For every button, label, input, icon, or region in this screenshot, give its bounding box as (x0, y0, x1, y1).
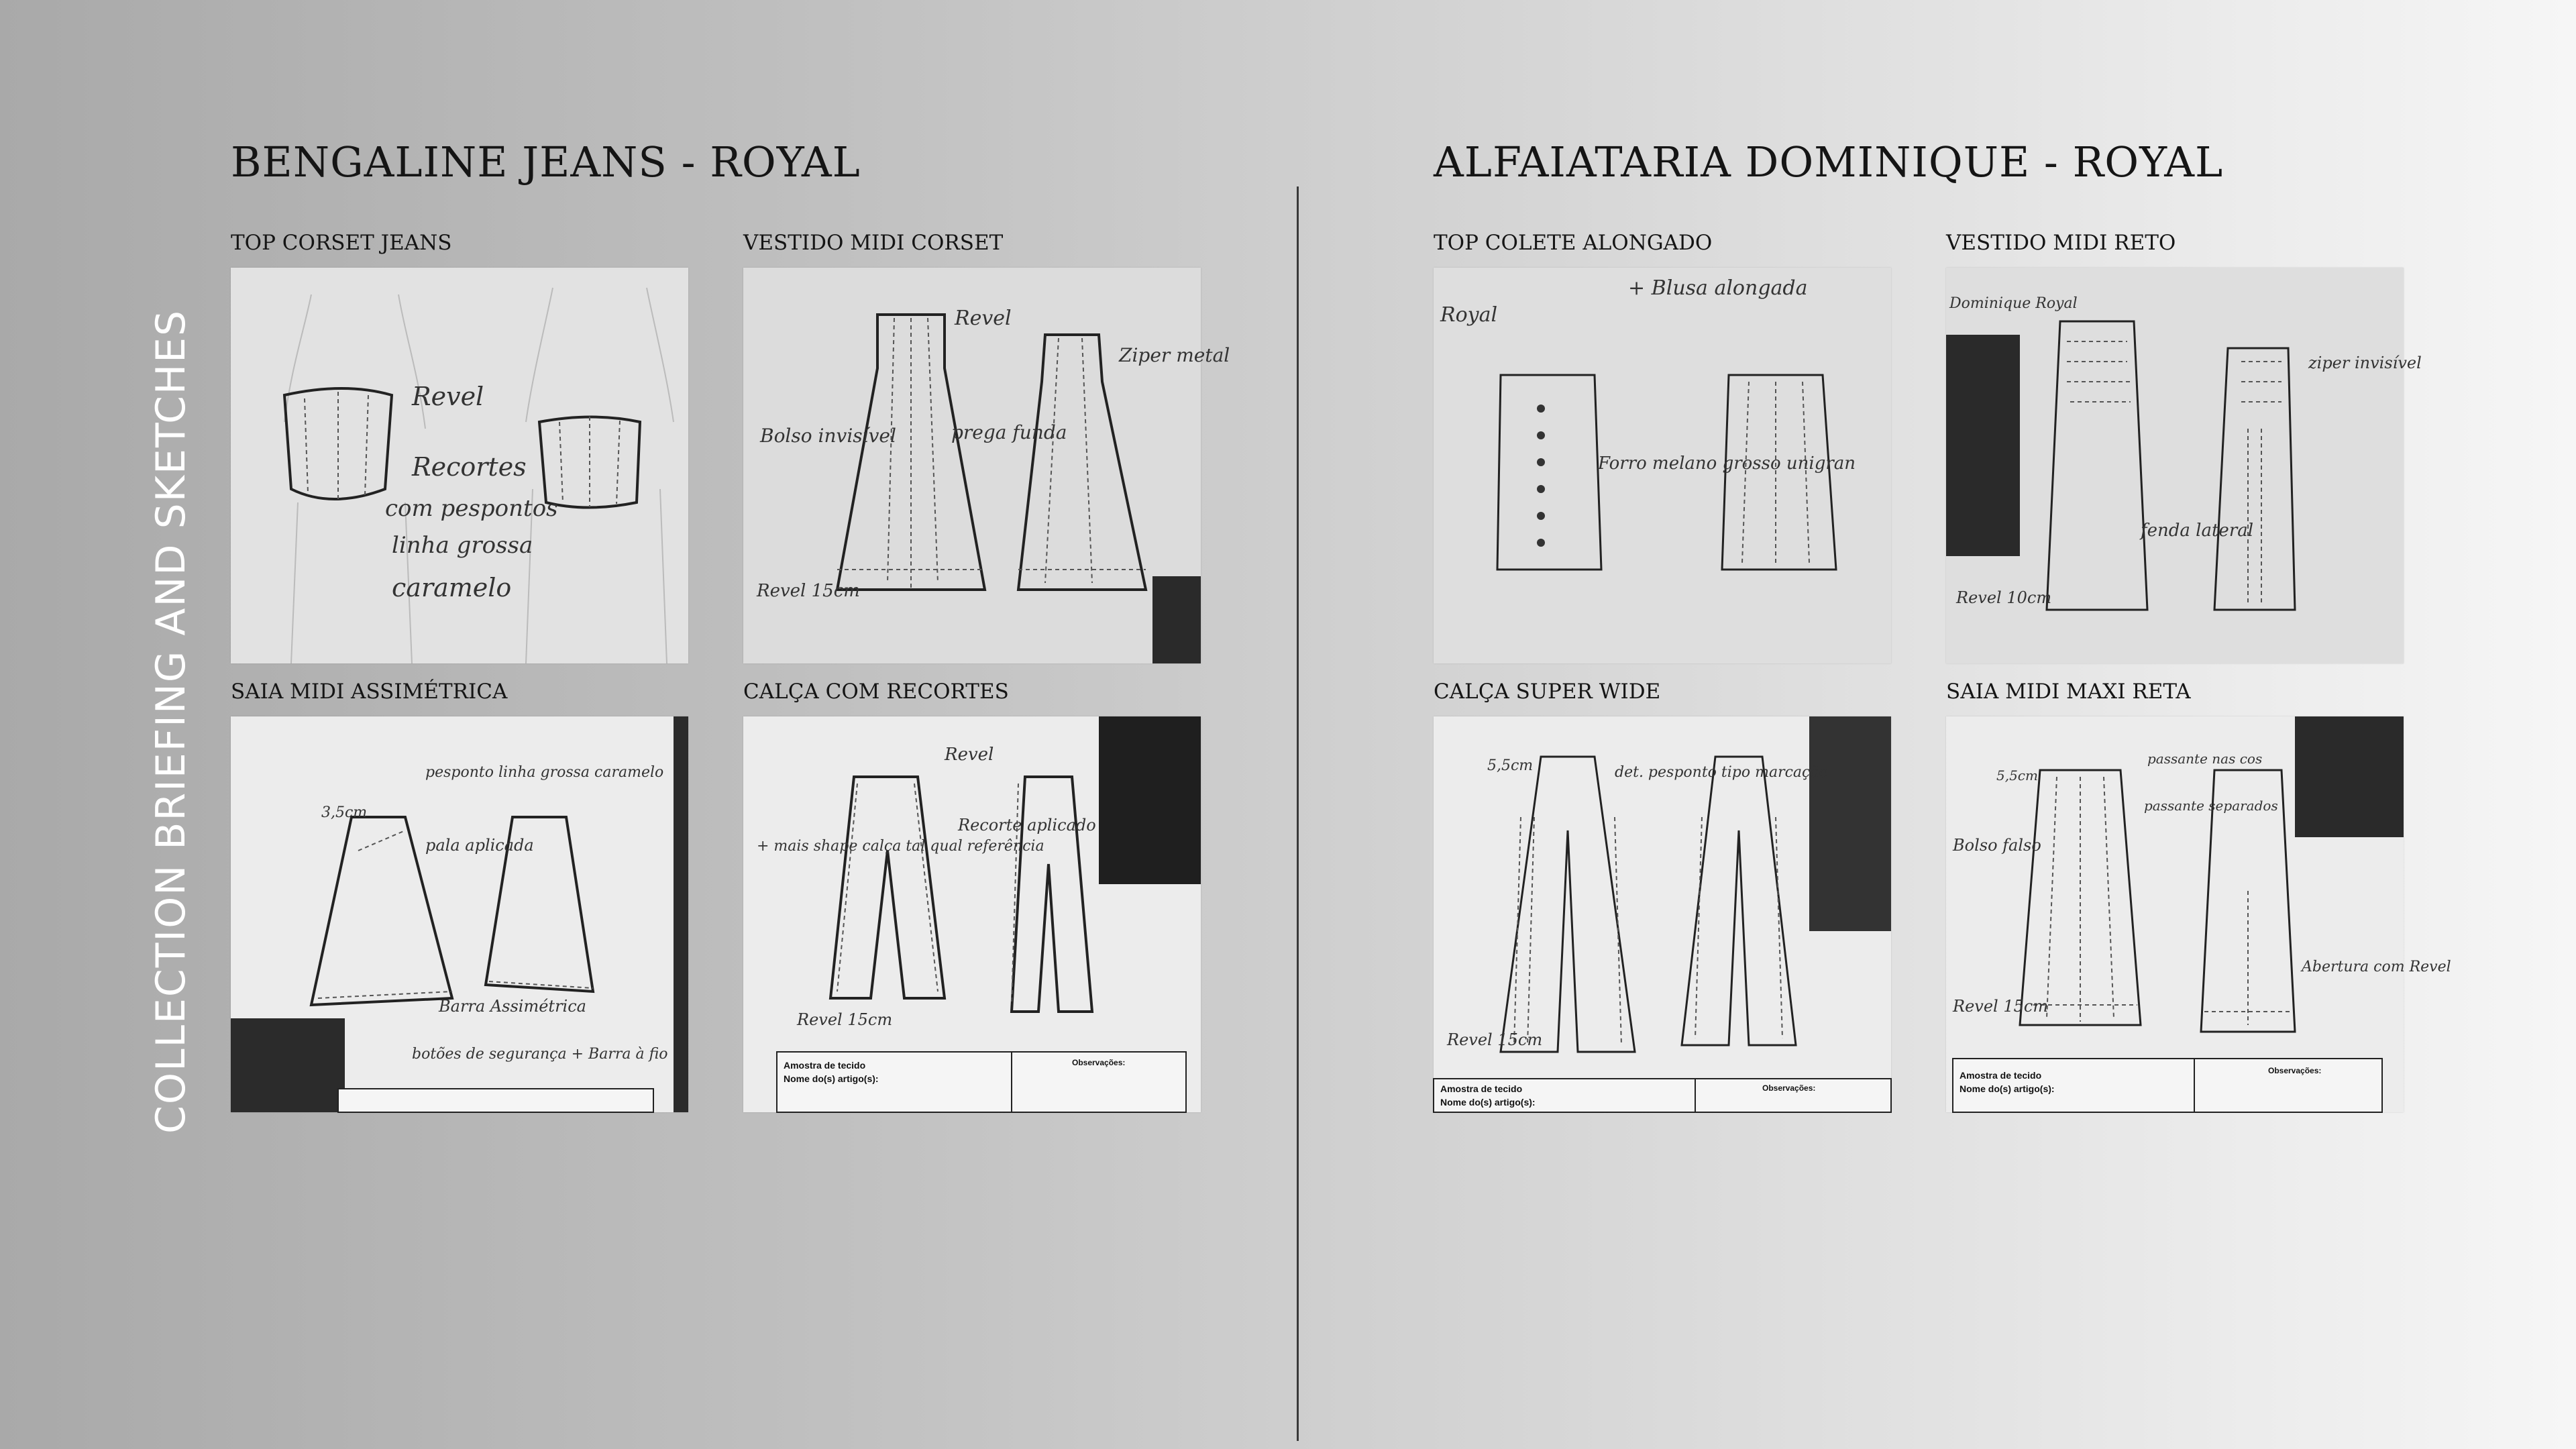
note-4: botões de segurança + Barra à fio (412, 1046, 668, 1063)
sketch-image (1946, 268, 2422, 663)
note-1: Recortes (412, 452, 527, 482)
note-2: Recorte aplicado (958, 816, 1096, 835)
section-divider (1297, 186, 1299, 1441)
sketch-image (743, 268, 1230, 663)
form-obs: Observações: (2268, 1066, 2322, 1075)
note-3: Revel 15cm (797, 1010, 893, 1029)
form-line1: Amostra de tecido (784, 1060, 866, 1071)
form-line2: Nome do(s) artigo(s): (784, 1073, 879, 1084)
form-obs: Observações: (1762, 1083, 1816, 1093)
note-3: linha grossa (392, 532, 533, 559)
note-1: 3,5cm (321, 804, 368, 821)
note-3: Barra Assimétrica (439, 997, 586, 1016)
note-0: Revel (945, 745, 994, 765)
note-4: Abertura com Revel (2302, 959, 2451, 975)
card-label: TOP CORSET JEANS (231, 231, 452, 255)
note-2: Revel 15cm (1447, 1030, 1543, 1049)
note-0: pesponto linha grossa caramelo (425, 764, 664, 781)
note-4: caramelo (392, 573, 512, 602)
note-2: prega funda (951, 421, 1067, 443)
form-line2: Nome do(s) artigo(s): (1960, 1083, 2055, 1094)
form-line1: Amostra de tecido (1440, 1083, 1523, 1094)
sketch-image (1434, 268, 1891, 663)
card-label: SAIA MIDI ASSIMÉTRICA (231, 680, 508, 704)
note-0: Dominique Royal (1949, 295, 2078, 312)
note-3: Revel 10cm (1956, 588, 2052, 607)
note-0: Revel (412, 382, 484, 411)
card-label: CALÇA SUPER WIDE (1434, 680, 1661, 704)
card-label: SAIA MIDI MAXI RETA (1946, 680, 2191, 704)
form-line1: Amostra de tecido (1960, 1070, 2042, 1081)
sketch-image (1946, 716, 2451, 1112)
sketch-image (231, 716, 688, 1112)
note-1: det. pesponto tipo marcação (1615, 764, 1828, 781)
form-line2: Nome do(s) artigo(s): (1440, 1097, 1536, 1108)
note-2: pala aplicada (425, 836, 534, 855)
card-label: CALÇA COM RECORTES (743, 680, 1009, 704)
note-0: Royal (1440, 303, 1498, 327)
form-obs: Observações: (1072, 1058, 1126, 1067)
note-1: Bolso invisível (760, 425, 896, 447)
note-4: Revel 15cm (757, 581, 860, 601)
note-0: 5,5cm (1487, 757, 1534, 774)
note-2: Forro melano grosso unigran (1598, 453, 1856, 474)
note-1: + mais shape calça tal qual referência (757, 838, 1044, 855)
note-0: Revel (955, 307, 1012, 330)
note-2: passante separados (2144, 798, 2278, 814)
note-2: com pespontos (385, 495, 558, 522)
card-label: VESTIDO MIDI CORSET (743, 231, 1004, 255)
note-3: Bolso falso (1953, 836, 2041, 855)
note-1: + Blusa alongada (1628, 276, 1808, 300)
section-title-alfaiataria: ALFAIATARIA DOMINIQUE - ROYAL (1434, 138, 2224, 186)
note-3: Ziper metal (1119, 344, 1230, 366)
note-2: fenda lateral (2141, 521, 2254, 541)
note-5: Revel 15cm (1953, 997, 2049, 1016)
note-1: ziper invisível (2308, 354, 2422, 372)
card-label: VESTIDO MIDI RETO (1946, 231, 2176, 255)
sketch-image (1434, 716, 1891, 1112)
sketch-image (743, 716, 1201, 1112)
note-1: passante nas cos (2147, 751, 2263, 767)
vertical-title: COLLECTION BRIEFING AND SKETCHES (148, 309, 195, 1134)
sketch-image (231, 268, 688, 663)
section-title-bengaline: BENGALINE JEANS - ROYAL (231, 138, 861, 186)
note-0: 5,5cm (1996, 767, 2038, 784)
card-label: TOP COLETE ALONGADO (1434, 231, 1713, 255)
